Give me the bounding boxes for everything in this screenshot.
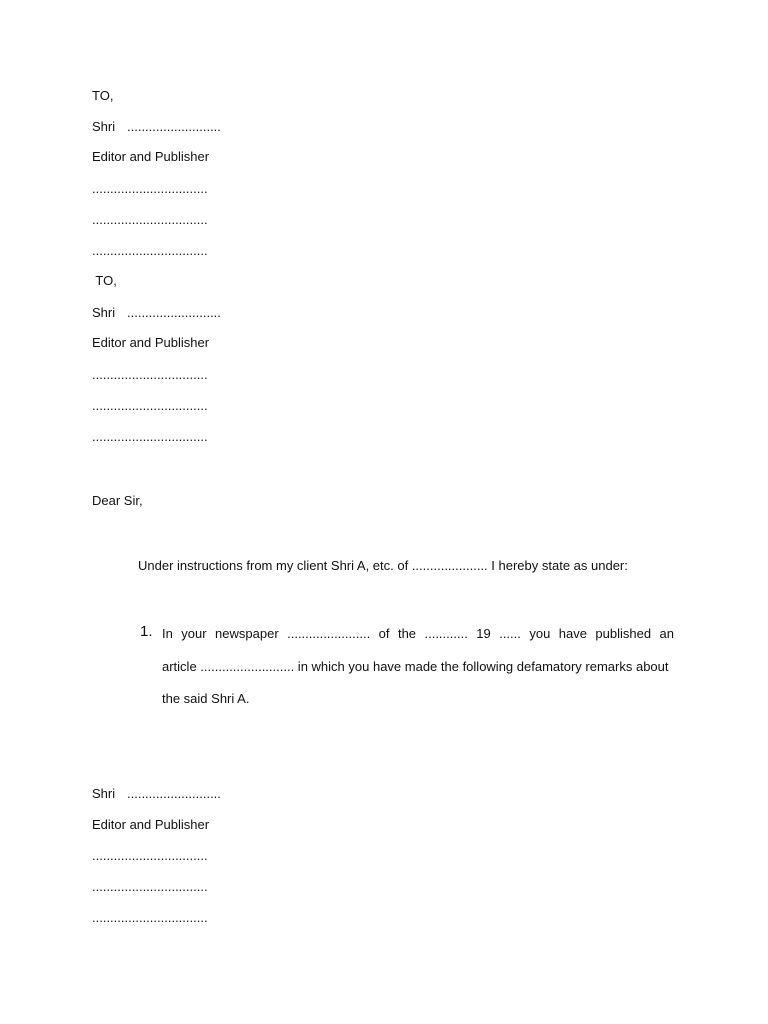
item-text-line-2: article .......................... in which you have made the following defamatory remarks about: [162, 658, 669, 674]
shri-line: [92, 786, 221, 802]
shri-blank: ..........................: [127, 786, 221, 801]
item-number: 1.: [140, 623, 153, 640]
address-line-1: ................................: [92, 181, 208, 196]
shri-line: [92, 119, 221, 135]
address-line-3: ................................: [92, 243, 208, 258]
to-line: TO,: [92, 88, 114, 103]
address-line-2: ................................: [92, 398, 208, 413]
item-text: [162, 618, 674, 716]
address-line-3: ................................: [92, 910, 208, 925]
item-text-line-1: In your newspaper ....................... of the ............ 19 ...... you have published an: [162, 626, 674, 641]
shri-blank: ..........................: [127, 305, 221, 320]
shri-blank: ..........................: [127, 119, 221, 134]
editor-line: Editor and Publisher: [92, 335, 210, 350]
address-line-2: ................................: [92, 879, 208, 894]
address-line-3: ................................: [92, 429, 208, 444]
shri-label: Shri: [92, 305, 116, 320]
shri-label: Shri: [92, 786, 116, 801]
salutation: Dear Sir,: [92, 493, 143, 508]
intro-paragraph: Under instructions from my client Shri A, etc. of ..................... I hereby state as under:: [138, 558, 628, 573]
to-line: TO,: [92, 273, 117, 288]
address-line-1: ................................: [92, 848, 208, 863]
editor-line: Editor and Publisher: [92, 817, 210, 832]
shri-label: Shri: [92, 119, 116, 134]
item-text-line-3: the said Shri A.: [162, 691, 250, 706]
shri-line: [92, 305, 221, 321]
address-line-2: ................................: [92, 212, 208, 227]
address-line-1: ................................: [92, 367, 208, 382]
editor-line: Editor and Publisher: [92, 149, 210, 164]
